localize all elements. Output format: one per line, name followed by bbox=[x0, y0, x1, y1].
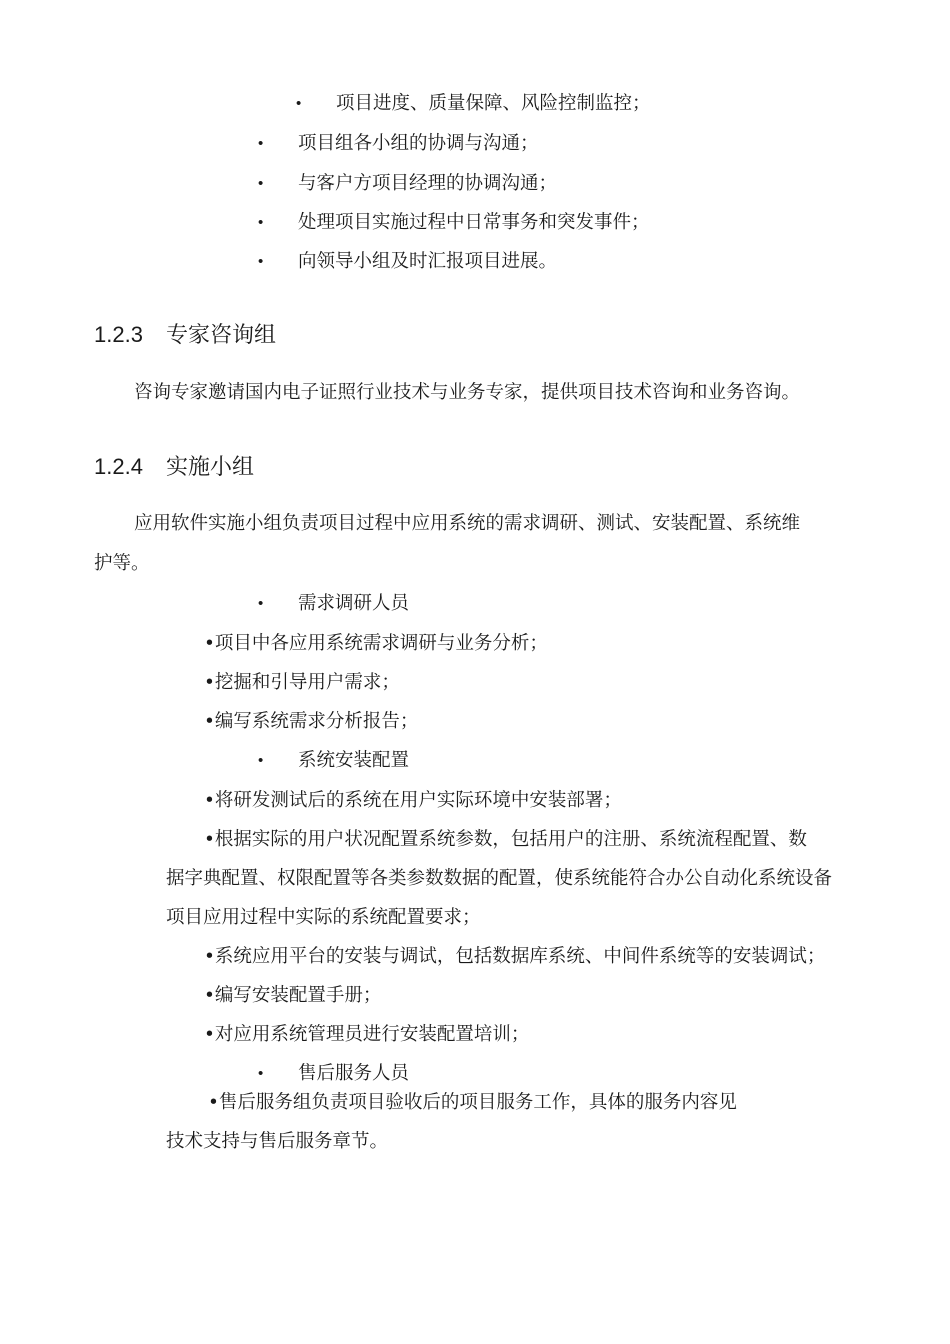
section-heading-1-2-4 bbox=[94, 452, 254, 483]
list-item: 项目进度、质量保障、风险控制监控； bbox=[336, 93, 651, 114]
section-heading-1-2-3 bbox=[94, 320, 276, 351]
role-title: 系统安装配置 bbox=[298, 750, 410, 771]
bullet-icon: • bbox=[258, 595, 264, 612]
list-item-continued: 技术支持与售后服务章节。 bbox=[166, 1131, 389, 1152]
list-item: 与客户方项目经理的协调沟通； bbox=[298, 173, 558, 194]
list-item: •将研发测试后的系统在用户实际环境中安装部署； bbox=[204, 790, 622, 811]
paragraph-line: 护等。 bbox=[94, 553, 150, 574]
bullet-icon: • bbox=[258, 214, 264, 231]
paragraph: 咨询专家邀请国内电子证照行业技术与业务专家，提供项目技术咨询和业务咨询。 bbox=[134, 382, 801, 403]
list-item-continued: 据字典配置、权限配置等各类参数数据的配置，使系统能符合办公自动化系统设备 bbox=[166, 868, 833, 889]
list-item: •编写系统需求分析报告； bbox=[204, 711, 419, 732]
section-number: 1.2.3 bbox=[94, 322, 143, 347]
list-item: 向领导小组及时汇报项目进展。 bbox=[298, 251, 558, 272]
section-number: 1.2.4 bbox=[94, 454, 143, 479]
bullet-icon: • bbox=[258, 175, 264, 192]
list-item: 项目组各小组的协调与沟通； bbox=[298, 133, 539, 154]
role-title: 售后服务人员 bbox=[298, 1063, 410, 1084]
bullet-icon: • bbox=[258, 1065, 264, 1082]
list-item: •根据实际的用户状况配置系统参数，包括用户的注册、系统流程配置、数 bbox=[204, 829, 807, 850]
list-item: 处理项目实施过程中日常事务和突发事件； bbox=[298, 212, 650, 233]
list-item: •编写安装配置手册； bbox=[204, 985, 382, 1006]
paragraph-line: 应用软件实施小组负责项目过程中应用系统的需求调研、测试、安装配置、系统维 bbox=[134, 513, 801, 534]
section-title: 专家咨询组 bbox=[166, 323, 277, 348]
role-title: 需求调研人员 bbox=[298, 593, 410, 614]
bullet-icon: • bbox=[296, 95, 302, 112]
list-item: •系统应用平台的安装与调试，包括数据库系统、中间件系统等的安装调试； bbox=[204, 946, 826, 967]
list-item: •售后服务组负责项目验收后的项目服务工作，具体的服务内容见 bbox=[208, 1092, 737, 1113]
bullet-icon: • bbox=[258, 253, 264, 270]
list-item: •挖掘和引导用户需求； bbox=[204, 672, 400, 693]
section-title: 实施小组 bbox=[166, 455, 255, 480]
list-item: •对应用系统管理员进行安装配置培训； bbox=[204, 1024, 530, 1045]
bullet-icon: • bbox=[258, 135, 264, 152]
list-item-continued: 项目应用过程中实际的系统配置要求； bbox=[166, 907, 481, 928]
bullet-icon: • bbox=[258, 752, 264, 769]
list-item: •项目中各应用系统需求调研与业务分析； bbox=[204, 633, 548, 654]
